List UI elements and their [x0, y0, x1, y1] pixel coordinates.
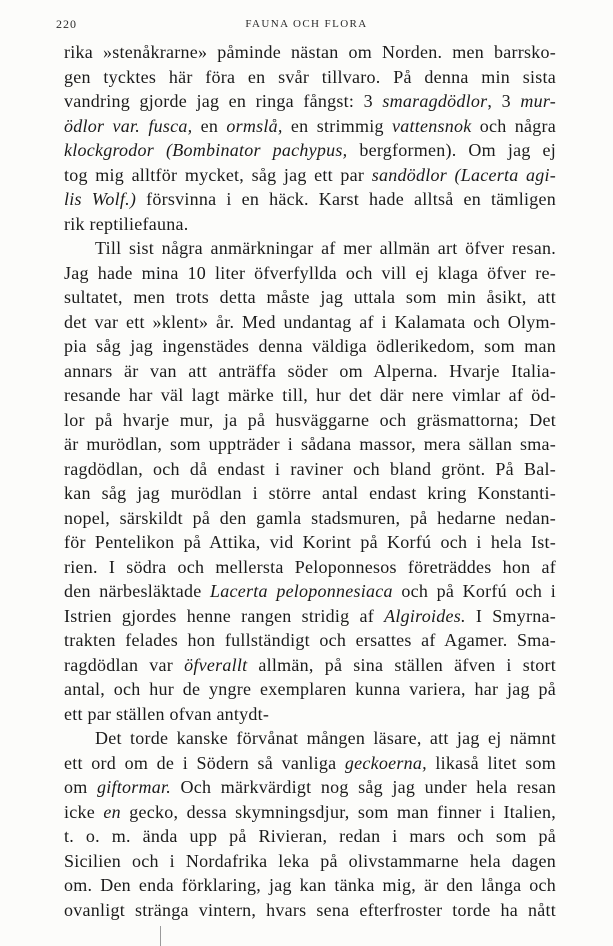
text-segment: Det torde kanske förvånat mången läsare, att jag ej nämnt: [95, 728, 556, 748]
text-line: [64, 334, 556, 359]
text-segment: gen tycktes här föra en svår tillvaro. På denna min sista: [64, 66, 556, 87]
paragraph: [64, 40, 556, 236]
text-line: [64, 408, 556, 433]
text-segment: gecko, dessa skymningsdjur, som man finner i Italien,: [120, 801, 556, 822]
italic-text: smaragdödlor: [382, 91, 488, 111]
text-line: [64, 457, 556, 482]
text-line: [64, 261, 556, 286]
text-segment: Jag hade mina 10 liter öfverfyllda och vill ej klaga öfver re-: [64, 262, 556, 283]
text-line: [64, 285, 556, 310]
text-segment: försvinna i en häck. Karst hade alltså en tämligen: [136, 189, 556, 209]
text-segment: är murödlan, som uppträder i sådana massor, mera sällan sma-: [64, 434, 556, 454]
text-line: [64, 310, 556, 335]
text-segment: ett ord om de i Södern så vanliga: [64, 752, 345, 773]
text-line: [64, 138, 556, 163]
text-line: [64, 212, 556, 237]
running-title: FAUNA OCH FLORA: [245, 18, 368, 30]
text-segment: en: [192, 115, 227, 136]
text-line: [64, 653, 556, 678]
text-segment: Sicilien och i Nordafrika leka på olivstammarne hela dagen: [64, 850, 556, 871]
text-line: [64, 677, 556, 702]
italic-text: sandödlor (Lacerta agi-: [371, 164, 556, 185]
text-segment: rika »stenåkrarne» påminde nästan om Norden. men barrsko-: [64, 42, 556, 62]
text-segment: vandring gjorde jag en ringa fångst: 3: [64, 91, 383, 111]
text-line: [64, 383, 556, 408]
text-segment: den närbesläktade: [64, 581, 211, 601]
text-line: [64, 604, 556, 629]
text-segment: Till sist några anmärkningar af mer allmän art öfver resan.: [95, 238, 556, 258]
text-segment: och på Korfú och i: [392, 581, 556, 601]
text-line: [64, 873, 556, 898]
scan-artifact-mark: [160, 926, 161, 946]
text-line: [64, 359, 556, 384]
text-segment: resande har väl lagt märke till, hur det där nere vimlar af öd-: [64, 385, 556, 405]
text-line: [64, 849, 556, 874]
text-line: [64, 236, 556, 261]
italic-text: klockgrodor (Bombinator pachypus,: [64, 140, 348, 160]
text-segment: likaså litet som: [426, 752, 556, 773]
italic-text: ödlor var. fusca,: [64, 115, 193, 136]
text-segment: ragdödlan, och då endast i raviner och bland grönt. På Bal-: [64, 458, 556, 479]
text-segment: rik reptiliefauna.: [64, 213, 189, 234]
italic-text: mur-: [520, 91, 556, 111]
text-line: [64, 751, 556, 776]
text-line: [64, 187, 556, 212]
text-line: [64, 163, 556, 188]
text-segment: sultatet, men trots detta måste jag uttala som min åsikt, att: [64, 287, 556, 307]
text-segment: trakten felades hon fullständigt och ersattes af Agamer. Sma-: [64, 630, 556, 650]
text-line: [64, 432, 556, 457]
text-line: [64, 775, 556, 800]
italic-text: Lacerta peloponnesiaca: [210, 581, 393, 601]
text-segment: annars är van att anträffa söder om Alperna. Hvarje Italia-: [64, 360, 556, 381]
text-segment: rien. I södra och mellersta Peloponnesos företräddes hon af: [64, 556, 556, 577]
page-number: 220: [56, 17, 77, 31]
text-line: [64, 530, 556, 555]
text-line: [64, 89, 556, 114]
text-segment: om. Den enda förklaring, jag kan tänka mig, är den långa och: [64, 875, 556, 895]
text-segment: antal, och hur de yngre exemplaren kunna variera, har jag på: [64, 679, 556, 699]
italic-text: geckoerna,: [344, 752, 427, 773]
body-text: [64, 40, 556, 922]
text-line: [64, 114, 556, 139]
text-segment: en strimmig: [282, 115, 392, 136]
text-segment: ragdödlan var: [64, 654, 185, 675]
italic-text: giftormar.: [96, 777, 172, 797]
text-line: [64, 898, 556, 923]
text-line: [64, 800, 556, 825]
italic-text: lis Wolf.): [64, 189, 137, 209]
text-segment: I Smyrna-: [465, 605, 556, 626]
text-line: [64, 726, 556, 751]
italic-text: ormslå,: [226, 115, 283, 136]
text-segment: Och märkvärdigt nog såg jag under hela resan: [171, 777, 556, 797]
text-segment: tog mig alltför mycket, såg jag ett par: [64, 164, 372, 185]
text-line: [64, 65, 556, 90]
text-segment: allmän, på sina ställen äfven i stort: [247, 654, 556, 675]
text-segment: om: [64, 777, 97, 797]
text-line: [64, 40, 556, 65]
text-line: [64, 481, 556, 506]
text-segment: lor på hvarje mur, ja på husväggarne och gräsmattorna; Det: [64, 409, 556, 430]
text-segment: ett par ställen ofvan antydt-: [64, 703, 270, 724]
paragraph: [64, 726, 556, 922]
italic-text: öfverallt: [184, 654, 248, 675]
italic-text: Algiroides.: [384, 605, 466, 626]
text-line: [64, 702, 556, 727]
italic-text: en: [103, 801, 121, 822]
text-segment: för Pentelikon på Attika, vid Korint på Korfú och i hela Ist-: [64, 532, 556, 552]
text-segment: pia såg jag ingenstädes denna väldiga ödlerikedom, som man: [64, 336, 556, 356]
text-line: [64, 555, 556, 580]
text-segment: t. o. m. ända upp på Rivieran, redan i mars och som på: [64, 826, 556, 846]
text-line: [64, 824, 556, 849]
text-line: [64, 579, 556, 604]
text-segment: kan såg jag murödlan i större antal endast kring Konstanti-: [64, 483, 556, 503]
text-segment: ovanligt stränga vintern, hvars sena efterfroster torde ha nått: [64, 899, 556, 920]
paragraph: [64, 236, 556, 726]
text-line: [64, 628, 556, 653]
text-segment: nopel, särskildt på den gamla stadsmuren, på hedarne nedan-: [64, 507, 556, 528]
text-segment: icke: [64, 801, 104, 822]
text-segment: bergformen). Om jag ej: [359, 140, 556, 160]
text-segment: och några: [471, 115, 556, 136]
italic-text: vattensnok: [391, 115, 472, 136]
text-segment: Istrien gjordes henne rangen stridig af: [64, 605, 385, 626]
text-line: [64, 506, 556, 531]
text-segment: , 3: [487, 91, 521, 111]
text-segment: det var ett »klent» år. Med undantag af i Kalamata och Olym-: [64, 311, 556, 332]
